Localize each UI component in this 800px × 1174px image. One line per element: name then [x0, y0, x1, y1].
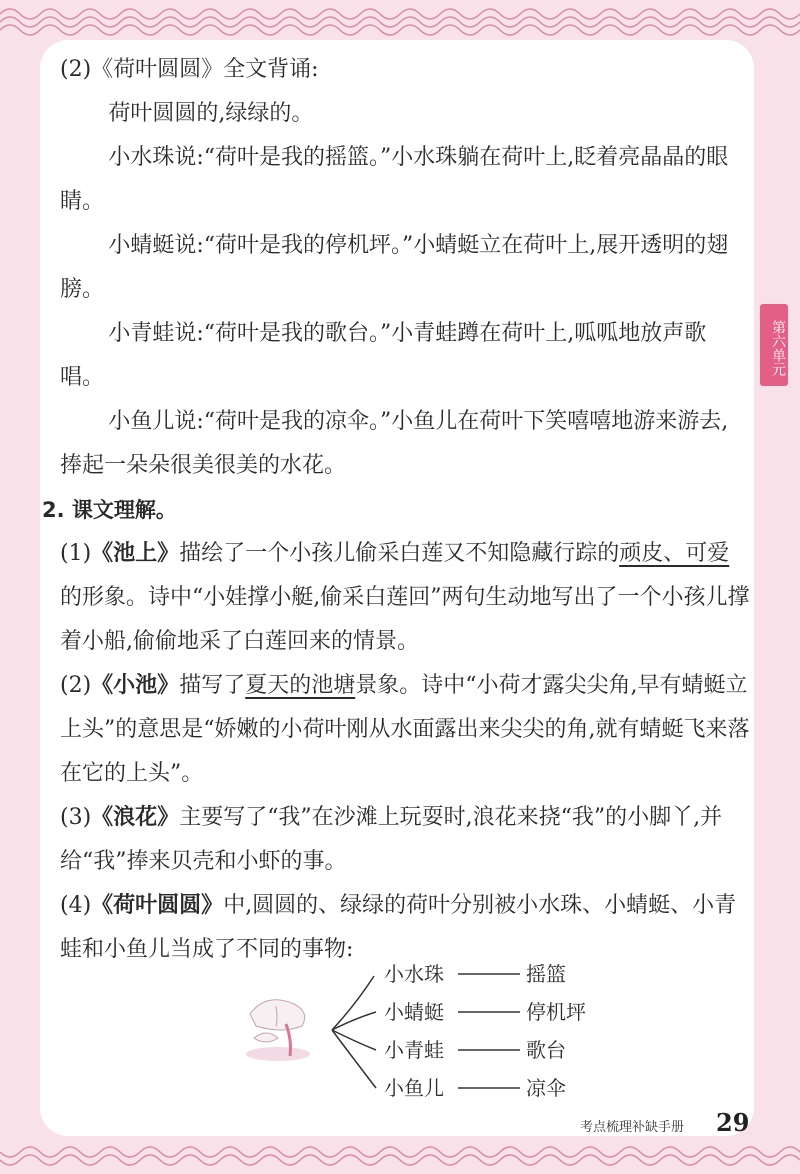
- recital-title: (2)《荷叶圆圆》全文背诵:: [60, 57, 319, 82]
- item-number: (2): [60, 673, 92, 698]
- item-text: 描绘了一个小孩儿偷采白莲又不知隐藏行踪的: [179, 541, 620, 566]
- underlined-phrase: 夏天的池塘: [245, 673, 356, 698]
- item-text: 主要写了“我”在沙滩上玩耍时,浪花来挠“我”的小脚丫,并给“我”捧来贝壳和小虾的事。: [60, 805, 723, 874]
- item-text: 中,圆圆的、绿绿的荷叶分别被小水珠、小蜻蜓、小青蛙和小鱼儿当成了不同的事物:: [60, 893, 737, 962]
- text-title: 《池上》: [91, 541, 180, 566]
- main-text: [42, 48, 750, 972]
- lotus-leaf-illustration: [246, 1000, 310, 1061]
- map-what-1: 摇篮: [526, 962, 566, 986]
- recital-line-4: 小青蛙说:“荷叶是我的歌台。”小青蛙蹲在荷叶上,呱呱地放声歌唱。: [60, 321, 707, 390]
- map-what-3: 歌台: [526, 1038, 566, 1062]
- brace-line-1: [332, 976, 374, 1030]
- understanding-item-1: [60, 532, 750, 664]
- understanding-item-3: [60, 796, 750, 884]
- section-heading: 2. 课文理解。: [42, 498, 177, 522]
- recital-line-5: 小鱼儿说:“荷叶是我的凉伞。”小鱼儿在荷叶下笑嘻嘻地游来游去,捧起一朵朵很美很美的水花。: [60, 409, 729, 478]
- item-text: 的形象。诗中“小娃撑小艇,偷采白莲回”两句生动地写出了一个小孩儿撑着小船,偷偷地采了白莲回来的情景。: [60, 585, 750, 654]
- item-number: (3): [60, 805, 92, 830]
- map-who-1: 小水珠: [384, 962, 444, 986]
- page-number: 29: [716, 1108, 750, 1137]
- text-title: 《小池》: [91, 673, 180, 698]
- recital-line-3: 小蜻蜓说:“荷叶是我的停机坪。”小蜻蜓立在荷叶上,展开透明的翅膀。: [60, 233, 729, 302]
- item-number: (1): [60, 541, 92, 566]
- mapping-diagram: [236, 954, 616, 1114]
- map-who-2: 小蜻蜓: [384, 1000, 444, 1024]
- item-text: 描写了: [179, 673, 246, 698]
- recital-line-1: 荷叶圆圆的,绿绿的。: [108, 101, 314, 126]
- unit-tab: 第六单元: [760, 304, 788, 386]
- map-what-4: 凉伞: [526, 1076, 566, 1100]
- map-what-2: 停机坪: [526, 1000, 586, 1024]
- recital-line-2: 小水珠说:“荷叶是我的摇篮。”小水珠躺在荷叶上,眨着亮晶晶的眼睛。: [60, 145, 729, 214]
- map-who-4: 小鱼儿: [384, 1076, 444, 1100]
- brace-line-4: [332, 1030, 376, 1088]
- text-title: 《荷叶圆圆》: [91, 893, 224, 918]
- map-who-3: 小青蛙: [384, 1038, 444, 1062]
- brace-line-2: [332, 1012, 376, 1030]
- item-text: 景象。诗中“小荷才露尖尖角,早有蜻蜓立上头”的意思是“娇嫩的小荷叶刚从水面露出来尖尖的角,就有蜻蜓飞来落在它的上头”。: [60, 673, 750, 786]
- understanding-item-2: [60, 664, 750, 796]
- underlined-phrase: 顽皮、可爱: [619, 541, 730, 566]
- book-title: 考点梳理补缺手册: [580, 1120, 685, 1135]
- text-title: 《浪花》: [91, 805, 180, 830]
- item-number: (4): [60, 893, 92, 918]
